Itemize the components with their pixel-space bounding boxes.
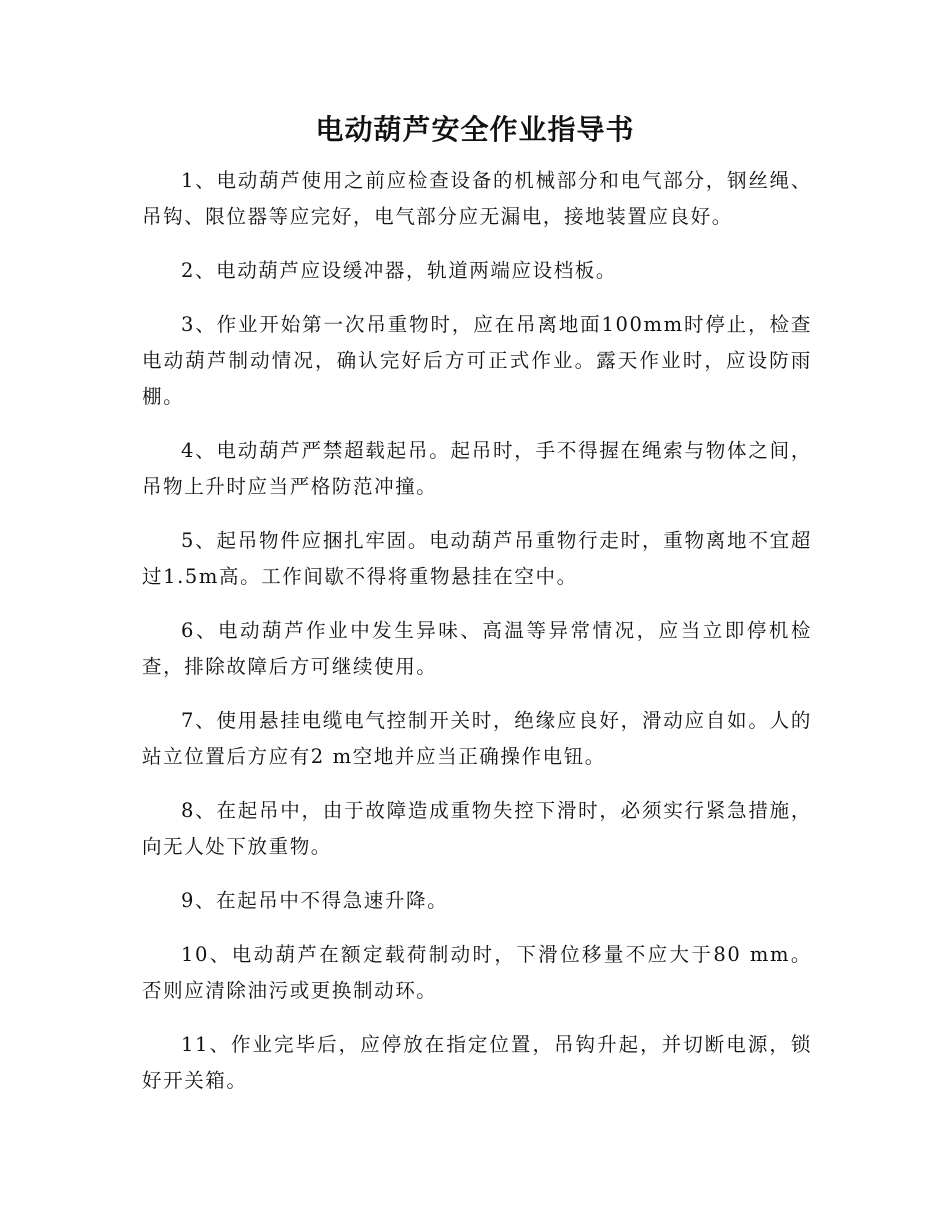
paragraph-2: 2、电动葫芦应设缓冲器，轨道两端应设档板。 [181,259,618,282]
paragraph-9: 9、在起吊中不得急速升降。 [181,889,449,912]
paragraph-8: 8、在起吊中，由于故障造成重物失控下滑时，必须实行紧急措施，向无人处下放重物。 [142,799,812,858]
paragraph-4: 4、电动葫芦严禁超载起吊。起吊时，手不得握在绳索与物体之间，吊物上升时应当严格防范冲撞。 [142,439,812,498]
paragraph-11: 11、作业完毕后，应停放在指定位置，吊钩升起，并切断电源，锁好开关箱。 [142,1033,812,1092]
document-body [142,163,812,1117]
paragraph-3: 3、作业开始第一次吊重物时，应在吊离地面100mm时停止，检查电动葫芦制动情况，确认完好后方可正式作业。露天作业时，应设防雨棚。 [142,313,812,408]
paragraph-6: 6、电动葫芦作业中发生异味、高温等异常情况，应当立即停机检查，排除故障后方可继续使用。 [142,619,812,678]
paragraph-10: 10、电动葫芦在额定载荷制动时，下滑位移量不应大于80 mm。否则应清除油污或更换制动环。 [142,943,812,1002]
paragraph-7: 7、使用悬挂电缆电气控制开关时，绝缘应良好，滑动应自如。人的站立位置后方应有2 m空地并应当正确操作电钮。 [142,709,812,768]
paragraph-5: 5、起吊物件应捆扎牢固。电动葫芦吊重物行走时，重物离地不宜超过1.5m高。工作间歇不得将重物悬挂在空中。 [142,529,812,588]
paragraph-1: 1、电动葫芦使用之前应检查设备的机械部分和电气部分，钢丝绳、吊钩、限位器等应完好，电气部分应无漏电，接地装置应良好。 [142,169,812,228]
document-title: 电动葫芦安全作业指导书 [315,113,635,146]
